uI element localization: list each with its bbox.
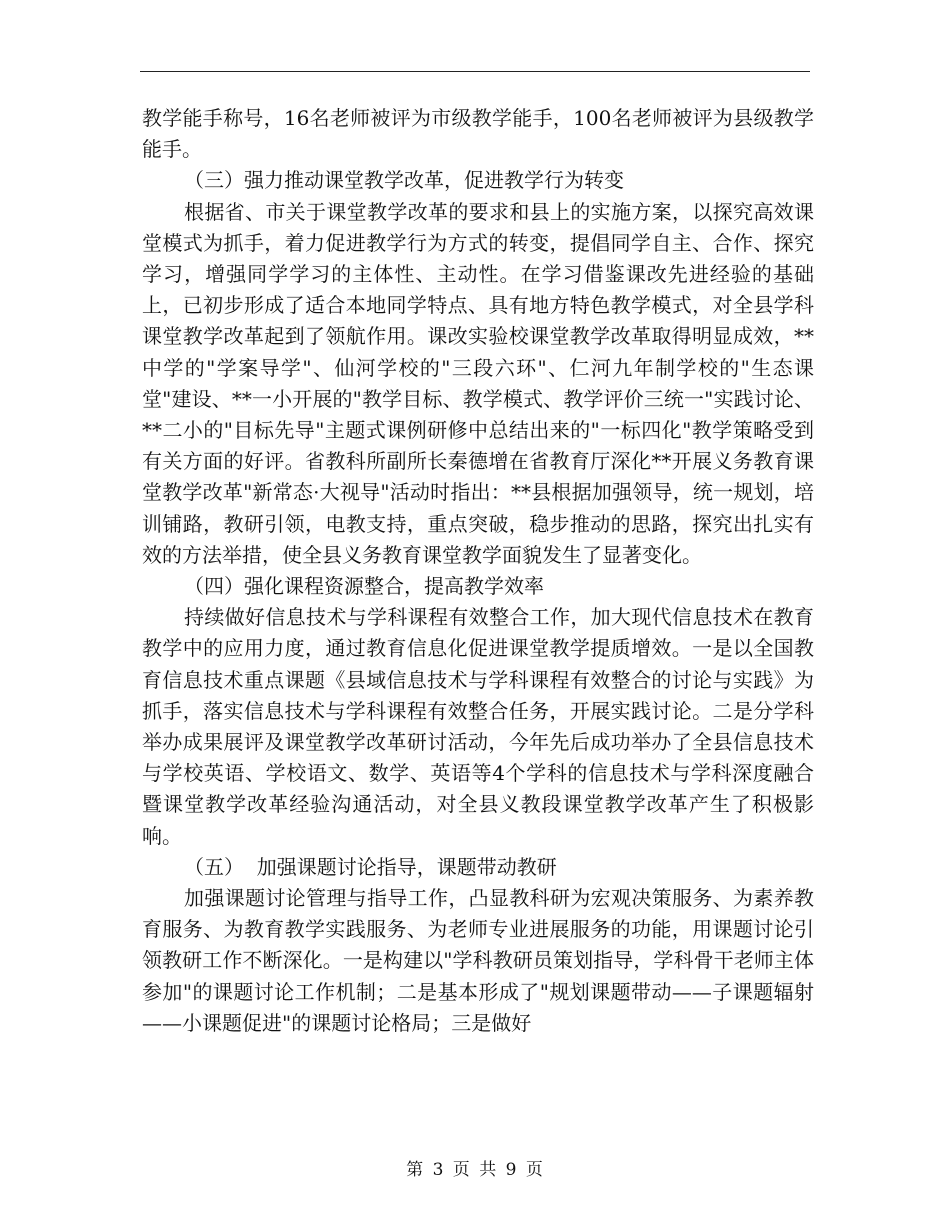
section-heading-3: （三）强力推动课堂教学改革，促进教学行为转变 (184, 168, 624, 193)
section-heading-5: （五） 加强课题讨论指导，课题带动教研 (184, 854, 557, 879)
section-heading-4: （四）强化课程资源整合，提高教学效率 (184, 574, 544, 599)
paragraph-continuation: 教学能手称号，16名老师被评为市级教学能手，100名老师被评为县级教学能手。 (142, 106, 814, 162)
page-number-footer: 第 3 页 共 9 页 (406, 1160, 544, 1180)
document-body (142, 103, 814, 1039)
paragraph-curriculum-integration: 持续做好信息技术与学科课程有效整合工作，加大现代信息技术在教育教学中的应用力度，通过教育信息化促进课堂教学提质增效。一是以全国教育信息技术重点课题《县域信息技术与学科课程有效整合的讨论与实践》为抓手，落实信息技术与学科课程有效整合任务，开展实践讨论。二是分学科举办成果展评及课堂教学改革研讨活动，今年先后成功举办了全县信息技术与学校英语、学校语文、数学、英语等4个学科的信息技术与学科深度融合暨课堂教学改革经验沟通活动，对全县义教段课堂教学改革产生了积极影响。 (142, 605, 814, 848)
header-rule (140, 71, 810, 72)
paragraph-research-guidance: 加强课题讨论管理与指导工作，凸显教科研为宏观决策服务、为素养教育服务、为教育教学实践服务、为老师专业进展服务的功能，用课题讨论引领教研工作不断深化。一是构建以"学科教研员策划指导，学科骨干老师主体参加"的课题讨论工作机制；二是基本形成了"规划课题带动——子课题辐射——小课题促进"的课题讨论格局；三是做好 (142, 886, 814, 1035)
paragraph-classroom-reform: 根据省、市关于课堂教学改革的要求和县上的实施方案，以探究高效课堂模式为抓手，着力促进教学行为方式的转变，提倡同学自主、合作、探究学习，增强同学学习的主体性、主动性。在学习借鉴课改先进经验的基础上，已初步形成了适合本地同学特点、具有地方特色教学模式，对全县学科课堂教学改革起到了领航作用。课改实验校课堂教学改革取得明显成效，**中学的"学案导学"、仙河学校的"三段六环"、仁河九年制学校的"生态课堂"建设、**一小开展的"教学目标、教学模式、教学评价三统一"实践讨论、**二小的"目标先导"主题式课例研修中总结出来的"一标四化"教学策略受到有关方面的好评。省教科所副所长秦德增在省教育厅深化**开展义务教育课堂教学改革"新常态·大视导"活动时指出：**县根据加强领导，统一规划，培训铺路，教研引领，电教支持，重点突破，稳步推动的思路，探究出扎实有效的方法举措，使全县义务教育课堂教学面貌发生了显著变化。 (142, 199, 814, 567)
